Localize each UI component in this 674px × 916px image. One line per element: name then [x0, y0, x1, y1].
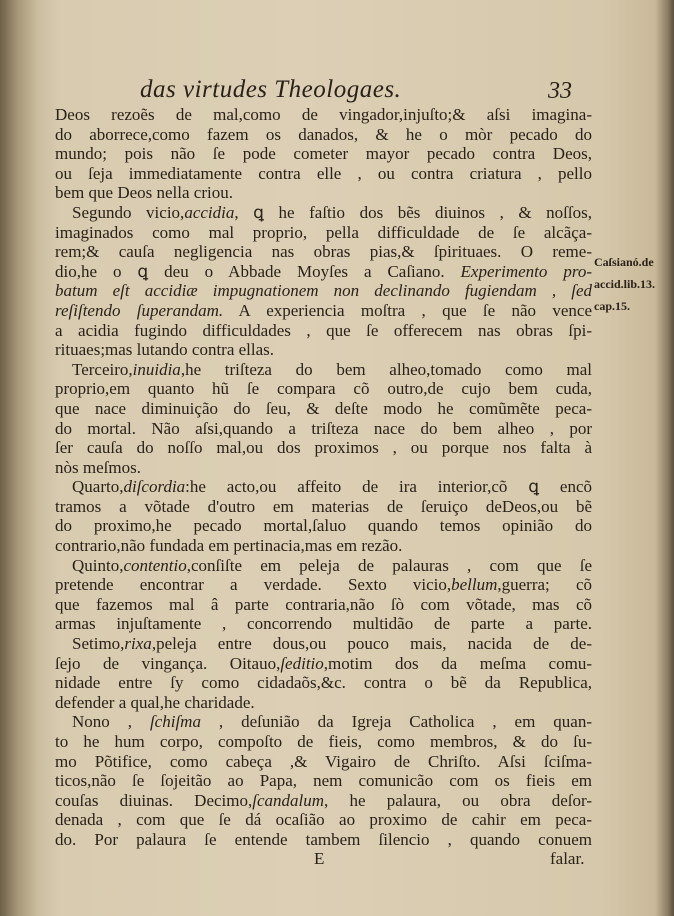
text-line	[55, 477, 592, 497]
text-run: ,guerra; cõ	[497, 575, 592, 595]
text-line	[55, 419, 592, 439]
italic-term: reſiſtendo ſuperandam.	[55, 300, 224, 320]
text-line	[55, 340, 592, 360]
text-line	[55, 125, 592, 145]
text-line	[55, 712, 592, 732]
text-line	[55, 144, 592, 164]
text-line	[55, 771, 592, 791]
marginal-note	[594, 251, 655, 317]
text-line	[55, 399, 592, 419]
text-line	[55, 301, 592, 321]
text-run: do proximo,he pecado mortal,ſaluo quando temos opinião do	[55, 516, 592, 536]
text-run: dio,he o ꝗ deu o Abbade Moyſes a Caſiano.	[55, 261, 461, 281]
text-line	[55, 634, 592, 654]
text-run: do mortal. Não aſsi,quando a triſteza nace do bem alheo , por	[55, 418, 592, 438]
text-run: to he hum corpo, compoſto de fieis, como membros, & do ſu-	[55, 732, 592, 751]
text-line	[55, 614, 592, 634]
page-number: 33	[548, 78, 572, 104]
text-line	[55, 497, 592, 517]
text-line	[55, 810, 592, 830]
text-run: , ꝗ he faſtio dos bẽs diuinos , & noſſos,	[234, 202, 592, 222]
text-run: ticos,não ſe ſojeitão ao Papa, nem comunicão com os fieis em	[55, 771, 592, 791]
text-run: Quinto,	[72, 555, 124, 575]
text-run: nidade entre ſy como cidadaõs,&c. contra o bẽ da Republica,	[55, 673, 592, 693]
text-line	[55, 556, 592, 576]
text-run: mundo; pois não ſe pode cometer mayor pecado contra Deos,	[55, 144, 592, 164]
marginal-note-line: Caſsianó.de	[594, 255, 654, 269]
text-line	[55, 673, 592, 693]
text-line	[55, 321, 592, 341]
text-run: Terceiro,	[72, 359, 133, 379]
text-line	[55, 203, 592, 223]
text-run: ,motim dos da meſma comu-	[323, 653, 592, 673]
italic-term: bellum	[451, 575, 498, 595]
text-run: :he acto,ou affeito de ira interior,cõ ꝗ encõ	[185, 477, 592, 497]
italic-term: contentio	[123, 555, 187, 575]
text-line	[55, 183, 592, 203]
text-run: que nace diminuição do ſeu, & deſte modo he comũmẽte peca-	[55, 398, 592, 418]
italic-term: Experimento pro-	[460, 261, 592, 281]
text-line	[55, 654, 592, 674]
text-run: mo Põtifice, como cabeça ,& Vigairo de Chriſto. Aſsi ſciſma-	[55, 751, 592, 771]
italic-term: ſchiſma	[149, 712, 201, 732]
text-run: ,he triſteza do bem alheo,tomado como mal	[180, 359, 592, 379]
text-line	[55, 458, 592, 478]
marginal-note-line: cap.15.	[594, 299, 630, 313]
text-run: ,peleja entre dous,ou pouco mais, nacida de de-	[151, 634, 592, 654]
text-run: a acidia fugindo difficuldades , que ſe offerecem nas obras ſpi-	[55, 320, 592, 340]
text-run: ſejo de vingança. Oitauo,	[55, 653, 281, 673]
text-line	[55, 438, 592, 458]
text-run: A experiencia moſtra , que ſe não vence	[223, 300, 592, 320]
text-run: contrario,não fundada em pertinacia,mas em rezão.	[55, 536, 403, 556]
italic-term: diſcordia	[123, 477, 186, 497]
italic-term: rixa	[124, 634, 152, 654]
text-line	[55, 360, 592, 380]
text-run: ,conſiſte em peleja de palauras , com que ſe	[186, 555, 592, 575]
text-run: Nono ,	[72, 712, 150, 732]
text-run: Segundo vicio,	[72, 202, 185, 222]
text-line	[55, 830, 592, 850]
text-line	[55, 575, 592, 595]
signature-mark: E	[314, 849, 325, 868]
text-line	[55, 164, 592, 184]
italic-term: ſcandalum	[252, 790, 325, 810]
text-run: pretende encontrar a verdade. Sexto vicio,	[55, 575, 452, 595]
italic-term: batum eſt accidiæ impugnationem non declinando fugiendam , ſed	[55, 281, 592, 301]
text-line	[55, 536, 592, 556]
text-line	[55, 242, 592, 262]
text-run: Quarto,	[72, 477, 124, 497]
text-line	[55, 281, 592, 301]
text-run: , he palaura, ou obra deſor-	[324, 790, 592, 810]
text-run: defender a qual,he charidade.	[55, 692, 255, 712]
text-run: bem que Deos nella criou.	[55, 183, 233, 203]
text-line	[55, 752, 592, 772]
italic-term: inuidia	[132, 359, 181, 379]
text-line	[55, 262, 592, 282]
text-run: denada , com que ſe dá ocaſião ao proximo de cahir em peca-	[55, 810, 592, 830]
running-title: das virtudes Theologaes.	[140, 76, 402, 103]
text-run: rem;& cauſa negligencia nas obras pias,& ſpirituaes. O reme-	[55, 242, 592, 262]
text-line	[55, 516, 592, 536]
body-text	[55, 105, 592, 850]
text-line	[55, 732, 592, 752]
text-line	[55, 791, 592, 811]
text-run: proprio,em quanto hũ ſe compara cõ outro,de cujo bem cuda,	[55, 379, 592, 399]
text-run: rituaes;mas lutando contra ellas.	[55, 340, 275, 360]
text-run: Setimo,	[72, 634, 125, 654]
text-run: Deos rezoẽs de mal,como de vingador,injuſto;& aſsi imagina-	[55, 105, 592, 124]
italic-term: ſeditio	[280, 653, 324, 673]
text-run: ou ſeja immediatamente contra elle , ou contra criatura , pello	[55, 163, 592, 183]
text-run: que fazemos mal â parte contraria,não ſò com võtade, mas cõ	[55, 594, 592, 614]
text-run: ſer cauſa do noſſo mal,ou dos proximos , ou porque nos falta à	[55, 438, 592, 458]
text-line	[55, 693, 592, 713]
text-line	[55, 379, 592, 399]
text-run: couſas diuinas. Decimo,	[55, 790, 253, 810]
text-run: imaginados como mal proprio, pella difficuldade de ſe alcãça-	[55, 222, 592, 242]
text-line	[55, 223, 592, 243]
text-line	[55, 595, 592, 615]
text-run: armas injuſtamente , concorrendo multidão de parte a parte.	[55, 614, 592, 634]
text-run: , deſunião da Igreja Catholica , em quan-	[200, 712, 592, 732]
catchword: falar.	[550, 849, 585, 868]
text-line	[55, 105, 592, 125]
text-run: do. Por palaura ſe entende tambem ſilencio , quando conuem	[55, 829, 592, 849]
marginal-note-line: accid.lib.13.	[594, 277, 656, 291]
text-run: tramos a võtade d'outro em materias de ſeruiço deDeos,ou bẽ	[55, 496, 592, 516]
text-run: do aborrece,como fazem os danados, & he o mòr pecado do	[55, 124, 592, 144]
text-run: nòs meſmos.	[55, 457, 141, 477]
italic-term: accidia	[184, 202, 235, 222]
